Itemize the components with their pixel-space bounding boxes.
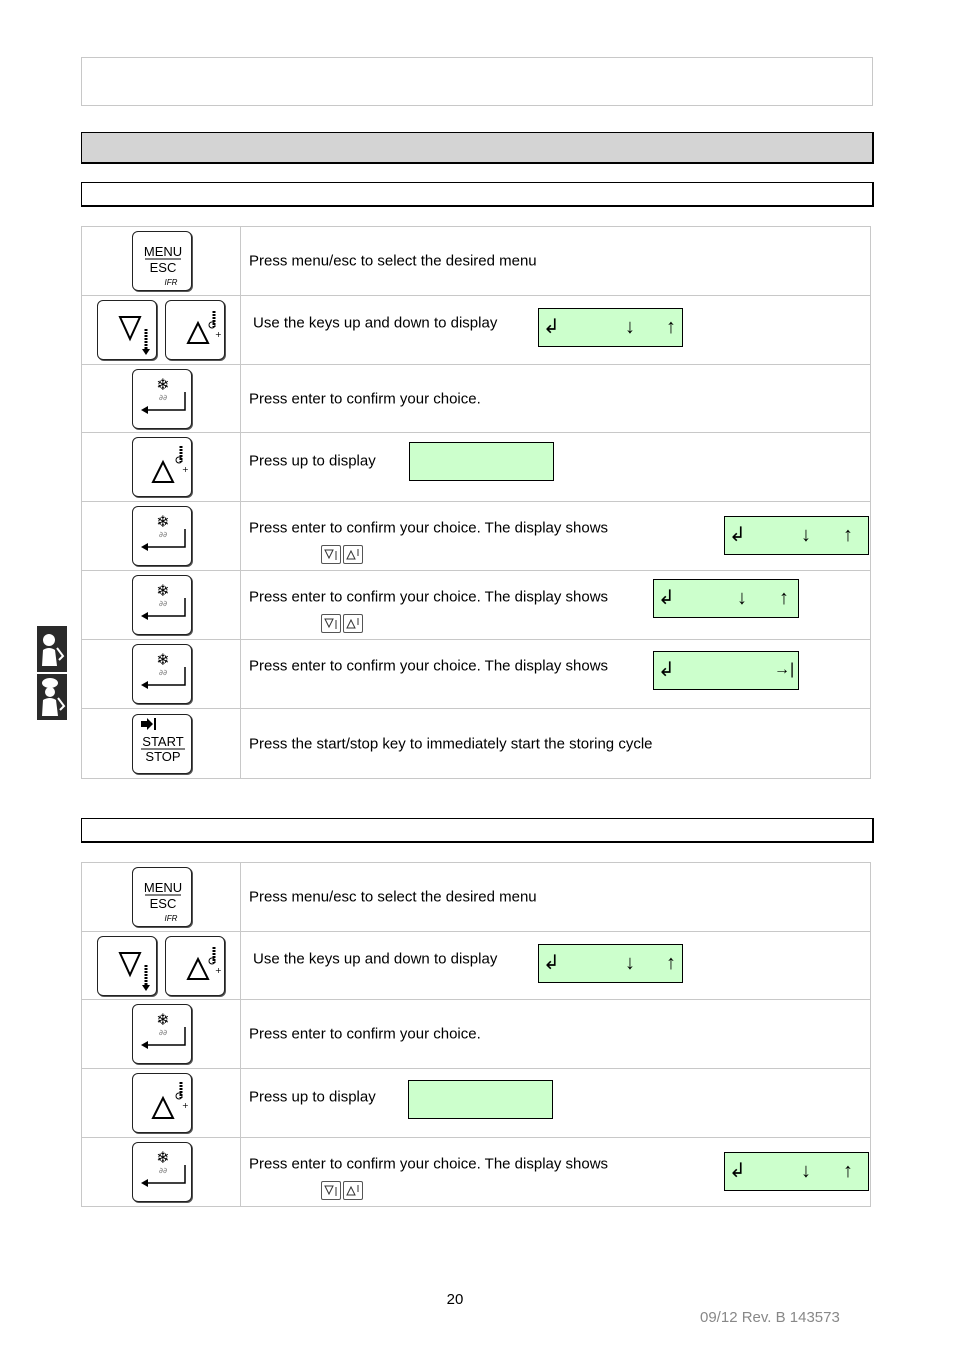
key-cell — [82, 1000, 241, 1069]
key-cell — [82, 296, 241, 365]
start-label: START — [142, 734, 184, 749]
enter-key-icon — [132, 575, 192, 635]
step-row — [82, 863, 871, 932]
svg-text:∂∂: ∂∂ — [158, 1028, 168, 1037]
step-row — [82, 227, 871, 296]
svg-text:+: + — [182, 1101, 189, 1110]
up-key-icon — [165, 300, 225, 360]
menu-label: MENU — [143, 244, 183, 259]
up-key-icon — [132, 1073, 192, 1133]
lcd-display-blank — [408, 1080, 553, 1119]
enter-arrow-icon: ↲ — [658, 659, 675, 681]
step-text: Press up to display — [249, 452, 376, 470]
steps-table-2 — [81, 862, 871, 1207]
step-row — [82, 932, 871, 1000]
step-text: Press the start/stop key to immediately start the storing cycle — [249, 735, 653, 752]
subsection-bar-1 — [81, 182, 874, 207]
lcd-display — [653, 651, 799, 690]
text-cell — [241, 709, 871, 779]
svg-text:+: + — [215, 966, 222, 975]
text-cell — [241, 502, 871, 571]
step-text: Press enter to confirm your choice. The display shows — [249, 1155, 609, 1173]
enter-key-icon — [132, 644, 192, 704]
key-cell — [82, 227, 241, 296]
svg-text:❄: ❄ — [156, 512, 170, 531]
down-arrow-icon: ↓ — [737, 587, 747, 609]
svg-text:∂∂: ∂∂ — [158, 599, 168, 608]
enter-key-icon — [132, 1004, 192, 1064]
start-stop-key-icon — [132, 714, 192, 774]
up-key-icon — [165, 936, 225, 996]
step-text: Use the keys up and down to display — [253, 950, 498, 968]
step-row — [82, 1138, 871, 1207]
text-cell — [241, 1138, 871, 1207]
mini-keys — [321, 1181, 365, 1200]
enter-arrow-icon: ↲ — [729, 1160, 746, 1182]
down-arrow-icon: ↓ — [801, 524, 811, 546]
step-text: Press up to display — [249, 1088, 376, 1106]
step-text: Press enter to confirm your choice. — [249, 390, 481, 407]
key-cell — [82, 571, 241, 640]
down-arrow-icon: ↓ — [625, 316, 635, 338]
lcd-display-blank — [409, 442, 554, 481]
svg-text:∂∂: ∂∂ — [158, 1166, 168, 1175]
key-cell — [82, 640, 241, 709]
text-cell — [241, 571, 871, 640]
esc-label: ESC — [149, 260, 177, 275]
up-arrow-icon: ↑ — [779, 587, 789, 609]
enter-arrow-icon: ↲ — [543, 952, 560, 974]
key-cell — [82, 1069, 241, 1138]
text-cell — [241, 227, 871, 296]
mini-up-key-icon — [343, 545, 363, 564]
text-cell — [241, 365, 871, 433]
svg-text:❄: ❄ — [156, 375, 170, 394]
text-cell — [241, 1069, 871, 1138]
subsection-bar-2 — [81, 818, 874, 843]
step-text: Press enter to confirm your choice. The display shows — [249, 588, 609, 606]
menu-label: MENU — [143, 880, 183, 895]
text-cell — [241, 296, 871, 365]
header-box — [81, 57, 873, 106]
svg-text:+: + — [215, 330, 222, 339]
enter-arrow-icon: ↲ — [543, 316, 560, 338]
key-cell — [82, 709, 241, 779]
text-cell — [241, 932, 871, 1000]
chef-hat-icon — [37, 674, 67, 720]
step-row — [82, 296, 871, 365]
up-arrow-icon: ↑ — [843, 524, 853, 546]
step-row — [82, 365, 871, 433]
key-cell — [82, 365, 241, 433]
svg-text:❄: ❄ — [156, 1148, 170, 1167]
step-row — [82, 571, 871, 640]
mini-up-key-icon — [343, 1181, 363, 1200]
lcd-display — [538, 944, 683, 983]
menu-esc-key-icon — [132, 231, 192, 291]
svg-text:∂∂: ∂∂ — [158, 530, 168, 539]
enter-arrow-icon: ↲ — [729, 524, 746, 546]
mini-keys — [321, 545, 365, 564]
enter-key-icon — [132, 369, 192, 429]
key-cell — [82, 433, 241, 502]
section-title-bar — [81, 132, 874, 164]
text-cell — [241, 1000, 871, 1069]
steps-table-1 — [81, 226, 871, 779]
enter-key-icon — [132, 506, 192, 566]
lcd-display — [724, 1152, 869, 1191]
step-row — [82, 1000, 871, 1069]
step-text: Use the keys up and down to display — [253, 314, 498, 332]
step-row — [82, 709, 871, 779]
revision-label: 09/12 Rev. B 143573 — [700, 1309, 840, 1326]
brand-label: IFR — [164, 914, 178, 923]
enter-arrow-icon: ↲ — [658, 587, 675, 609]
key-cell — [82, 1138, 241, 1207]
lcd-display — [724, 516, 869, 555]
menu-esc-key-icon — [132, 867, 192, 927]
svg-text:∂∂: ∂∂ — [158, 393, 168, 402]
step-text: Press enter to confirm your choice. The display shows — [249, 657, 609, 675]
mini-down-key-icon — [321, 614, 341, 633]
skip-arrow-icon: →| — [774, 661, 795, 678]
step-row — [82, 1069, 871, 1138]
stop-label: STOP — [145, 749, 181, 764]
step-row — [82, 640, 871, 709]
svg-text:+: + — [182, 465, 189, 474]
svg-text:❄: ❄ — [156, 581, 170, 600]
down-arrow-icon: ↓ — [801, 1160, 811, 1182]
mini-down-key-icon — [321, 1181, 341, 1200]
up-key-icon — [132, 437, 192, 497]
step-row — [82, 433, 871, 502]
key-cell — [82, 932, 241, 1000]
svg-text:❄: ❄ — [156, 650, 170, 669]
up-arrow-icon: ↑ — [666, 952, 676, 974]
down-key-icon — [97, 300, 157, 360]
step-text: Press menu/esc to select the desired menu — [249, 252, 537, 270]
brand-label: IFR — [164, 278, 178, 287]
mini-keys — [321, 614, 365, 633]
text-cell — [241, 863, 871, 932]
mini-down-key-icon — [321, 545, 341, 564]
svg-text:∂∂: ∂∂ — [158, 668, 168, 677]
key-cell — [82, 502, 241, 571]
esc-label: ESC — [149, 896, 177, 911]
step-text: Press enter to confirm your choice. — [249, 1025, 481, 1043]
down-arrow-icon: ↓ — [625, 952, 635, 974]
lcd-display — [653, 579, 799, 618]
step-row — [82, 502, 871, 571]
up-arrow-icon: ↑ — [666, 316, 676, 338]
key-cell — [82, 863, 241, 932]
enter-key-icon — [132, 1142, 192, 1202]
svg-text:❄: ❄ — [156, 1010, 170, 1029]
text-cell — [241, 640, 871, 709]
page-number: 20 — [446, 1291, 464, 1308]
text-cell — [241, 433, 871, 502]
up-arrow-icon: ↑ — [843, 1160, 853, 1182]
lcd-display — [538, 308, 683, 347]
step-text: Press enter to confirm your choice. The display shows — [249, 519, 609, 537]
mini-up-key-icon — [343, 614, 363, 633]
down-key-icon — [97, 936, 157, 996]
chef-icon — [37, 626, 67, 672]
step-text: Press menu/esc to select the desired menu — [249, 888, 537, 906]
